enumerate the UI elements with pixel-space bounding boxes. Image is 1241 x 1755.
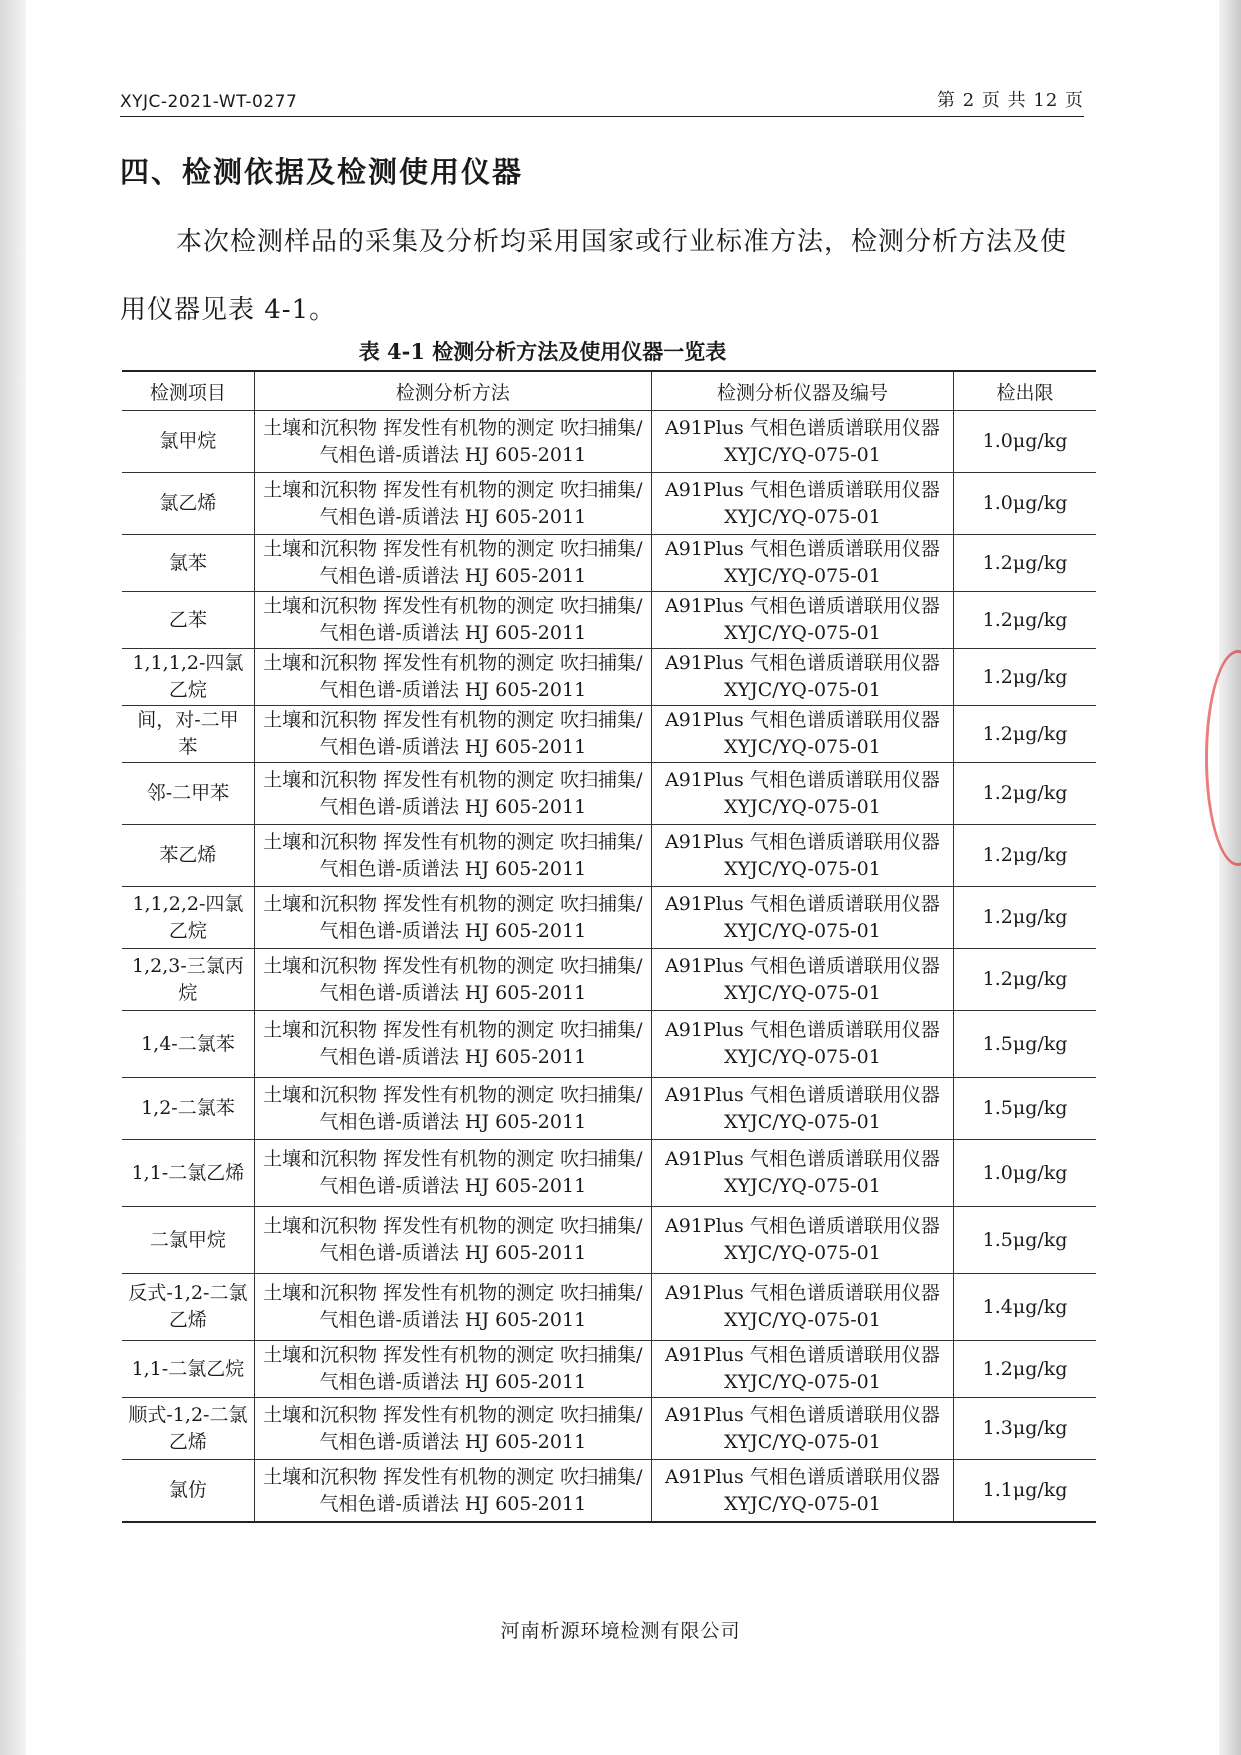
- table-row: [122, 1398, 1096, 1460]
- cell-item: 苯乙烯: [122, 825, 254, 887]
- cell-method: 土壤和沉积物 挥发性有机物的测定 吹扫捕集/气相色谱-质谱法 HJ 605-2011: [254, 1207, 651, 1274]
- page-header: [120, 86, 1084, 117]
- table-row: [122, 649, 1096, 706]
- cell-limit: 1.5μg/kg: [954, 1078, 1096, 1140]
- table-row: [122, 473, 1096, 535]
- cell-instrument: A91Plus 气相色谱质谱联用仪器XYJC/YQ-075-01: [651, 1460, 953, 1523]
- cell-instrument: A91Plus 气相色谱质谱联用仪器XYJC/YQ-075-01: [651, 535, 953, 592]
- cell-method: 土壤和沉积物 挥发性有机物的测定 吹扫捕集/气相色谱-质谱法 HJ 605-2011: [254, 649, 651, 706]
- cell-instrument: A91Plus 气相色谱质谱联用仪器XYJC/YQ-075-01: [651, 1207, 953, 1274]
- cell-instrument: A91Plus 气相色谱质谱联用仪器XYJC/YQ-075-01: [651, 1274, 953, 1341]
- table-header-row: [122, 371, 1096, 411]
- cell-instrument: A91Plus 气相色谱质谱联用仪器XYJC/YQ-075-01: [651, 706, 953, 763]
- cell-method: 土壤和沉积物 挥发性有机物的测定 吹扫捕集/气相色谱-质谱法 HJ 605-2011: [254, 763, 651, 825]
- cell-method: 土壤和沉积物 挥发性有机物的测定 吹扫捕集/气相色谱-质谱法 HJ 605-2011: [254, 825, 651, 887]
- cell-limit: 1.2μg/kg: [954, 535, 1096, 592]
- intro-paragraph: 本次检测样品的采集及分析均采用国家或行业标准方法，检测分析方法及使用仪器见表 4-1。: [120, 227, 1068, 325]
- table-row: [122, 825, 1096, 887]
- header-limit: 检出限: [954, 371, 1096, 411]
- header-item: 检测项目: [122, 371, 254, 411]
- cell-item: 1,1-二氯乙烯: [122, 1140, 254, 1207]
- scan-edge-left: [0, 0, 26, 1755]
- header-instrument: 检测分析仪器及编号: [651, 371, 953, 411]
- table-row: [122, 1078, 1096, 1140]
- cell-limit: 1.0μg/kg: [954, 411, 1096, 473]
- cell-instrument: A91Plus 气相色谱质谱联用仪器XYJC/YQ-075-01: [651, 887, 953, 949]
- cell-instrument: A91Plus 气相色谱质谱联用仪器XYJC/YQ-075-01: [651, 1341, 953, 1398]
- cell-method: 土壤和沉积物 挥发性有机物的测定 吹扫捕集/气相色谱-质谱法 HJ 605-2011: [254, 1011, 651, 1078]
- cell-limit: 1.2μg/kg: [954, 949, 1096, 1011]
- cell-instrument: A91Plus 气相色谱质谱联用仪器XYJC/YQ-075-01: [651, 825, 953, 887]
- table-row: [122, 1274, 1096, 1341]
- cell-method: 土壤和沉积物 挥发性有机物的测定 吹扫捕集/气相色谱-质谱法 HJ 605-2011: [254, 473, 651, 535]
- cell-method: 土壤和沉积物 挥发性有机物的测定 吹扫捕集/气相色谱-质谱法 HJ 605-2011: [254, 887, 651, 949]
- table-row: [122, 592, 1096, 649]
- table-row: [122, 1460, 1096, 1523]
- cell-item: 二氯甲烷: [122, 1207, 254, 1274]
- table-body: [122, 411, 1096, 1523]
- cell-instrument: A91Plus 气相色谱质谱联用仪器XYJC/YQ-075-01: [651, 592, 953, 649]
- cell-item: 1,2-二氯苯: [122, 1078, 254, 1140]
- cell-limit: 1.3μg/kg: [954, 1398, 1096, 1460]
- table-caption: 表 4-1 检测分析方法及使用仪器一览表: [358, 339, 727, 364]
- cell-method: 土壤和沉积物 挥发性有机物的测定 吹扫捕集/气相色谱-质谱法 HJ 605-2011: [254, 1274, 651, 1341]
- table-row: [122, 535, 1096, 592]
- page-number: 第 2 页 共 12 页: [937, 90, 1084, 111]
- cell-limit: 1.2μg/kg: [954, 1341, 1096, 1398]
- cell-item: 1,2,3-三氯丙烷: [122, 949, 254, 1011]
- cell-method: 土壤和沉积物 挥发性有机物的测定 吹扫捕集/气相色谱-质谱法 HJ 605-2011: [254, 1078, 651, 1140]
- table-row: [122, 887, 1096, 949]
- scan-edge-right: [1219, 0, 1241, 1755]
- table-row: [122, 1011, 1096, 1078]
- header-method: 检测分析方法: [254, 371, 651, 411]
- document-id: XYJC-2021-WT-0277: [120, 92, 298, 112]
- cell-limit: 1.4μg/kg: [954, 1274, 1096, 1341]
- table-row: [122, 411, 1096, 473]
- cell-instrument: A91Plus 气相色谱质谱联用仪器XYJC/YQ-075-01: [651, 473, 953, 535]
- cell-limit: 1.2μg/kg: [954, 592, 1096, 649]
- cell-limit: 1.0μg/kg: [954, 1140, 1096, 1207]
- cell-instrument: A91Plus 气相色谱质谱联用仪器XYJC/YQ-075-01: [651, 649, 953, 706]
- cell-item: 1,1-二氯乙烷: [122, 1341, 254, 1398]
- cell-instrument: A91Plus 气相色谱质谱联用仪器XYJC/YQ-075-01: [651, 949, 953, 1011]
- cell-instrument: A91Plus 气相色谱质谱联用仪器XYJC/YQ-075-01: [651, 763, 953, 825]
- cell-item: 反式-1,2-二氯乙烯: [122, 1274, 254, 1341]
- cell-item: 邻-二甲苯: [122, 763, 254, 825]
- cell-limit: 1.2μg/kg: [954, 649, 1096, 706]
- cell-item: 1,4-二氯苯: [122, 1011, 254, 1078]
- cell-limit: 1.2μg/kg: [954, 825, 1096, 887]
- cell-instrument: A91Plus 气相色谱质谱联用仪器XYJC/YQ-075-01: [651, 411, 953, 473]
- cell-item: 氯苯: [122, 535, 254, 592]
- table-row: [122, 1140, 1096, 1207]
- cell-method: 土壤和沉积物 挥发性有机物的测定 吹扫捕集/气相色谱-质谱法 HJ 605-2011: [254, 535, 651, 592]
- cell-limit: 1.2μg/kg: [954, 887, 1096, 949]
- cell-item: 乙苯: [122, 592, 254, 649]
- table-row: [122, 1207, 1096, 1274]
- cell-limit: 1.2μg/kg: [954, 763, 1096, 825]
- cell-limit: 1.5μg/kg: [954, 1011, 1096, 1078]
- cell-limit: 1.0μg/kg: [954, 473, 1096, 535]
- cell-method: 土壤和沉积物 挥发性有机物的测定 吹扫捕集/气相色谱-质谱法 HJ 605-2011: [254, 706, 651, 763]
- cell-item: 氯乙烯: [122, 473, 254, 535]
- cell-item: 氯仿: [122, 1460, 254, 1523]
- cell-item: 1,1,2,2-四氯乙烷: [122, 887, 254, 949]
- cell-item: 1,1,1,2-四氯乙烷: [122, 649, 254, 706]
- cell-instrument: A91Plus 气相色谱质谱联用仪器XYJC/YQ-075-01: [651, 1140, 953, 1207]
- table-row: [122, 706, 1096, 763]
- cell-method: 土壤和沉积物 挥发性有机物的测定 吹扫捕集/气相色谱-质谱法 HJ 605-2011: [254, 1341, 651, 1398]
- cell-method: 土壤和沉积物 挥发性有机物的测定 吹扫捕集/气相色谱-质谱法 HJ 605-2011: [254, 949, 651, 1011]
- cell-limit: 1.1μg/kg: [954, 1460, 1096, 1523]
- cell-method: 土壤和沉积物 挥发性有机物的测定 吹扫捕集/气相色谱-质谱法 HJ 605-2011: [254, 411, 651, 473]
- cell-item: 氯甲烷: [122, 411, 254, 473]
- section-title: 四、检测依据及检测使用仪器: [120, 155, 524, 189]
- cell-method: 土壤和沉积物 挥发性有机物的测定 吹扫捕集/气相色谱-质谱法 HJ 605-2011: [254, 1460, 651, 1523]
- cell-limit: 1.2μg/kg: [954, 706, 1096, 763]
- cell-method: 土壤和沉积物 挥发性有机物的测定 吹扫捕集/气相色谱-质谱法 HJ 605-2011: [254, 1140, 651, 1207]
- cell-instrument: A91Plus 气相色谱质谱联用仪器XYJC/YQ-075-01: [651, 1078, 953, 1140]
- cell-method: 土壤和沉积物 挥发性有机物的测定 吹扫捕集/气相色谱-质谱法 HJ 605-2011: [254, 592, 651, 649]
- company-footer: 河南析源环境检测有限公司: [500, 1620, 741, 1642]
- cell-instrument: A91Plus 气相色谱质谱联用仪器XYJC/YQ-075-01: [651, 1398, 953, 1460]
- table-row: [122, 949, 1096, 1011]
- cell-limit: 1.5μg/kg: [954, 1207, 1096, 1274]
- table-row: [122, 763, 1096, 825]
- method-table-wrapper: [122, 370, 1096, 1523]
- table-row: [122, 1341, 1096, 1398]
- red-seal-stamp: [1205, 650, 1241, 866]
- cell-item: 顺式-1,2-二氯乙烯: [122, 1398, 254, 1460]
- cell-item: 间，对-二甲苯: [122, 706, 254, 763]
- cell-method: 土壤和沉积物 挥发性有机物的测定 吹扫捕集/气相色谱-质谱法 HJ 605-2011: [254, 1398, 651, 1460]
- cell-instrument: A91Plus 气相色谱质谱联用仪器XYJC/YQ-075-01: [651, 1011, 953, 1078]
- method-table: [122, 370, 1096, 1523]
